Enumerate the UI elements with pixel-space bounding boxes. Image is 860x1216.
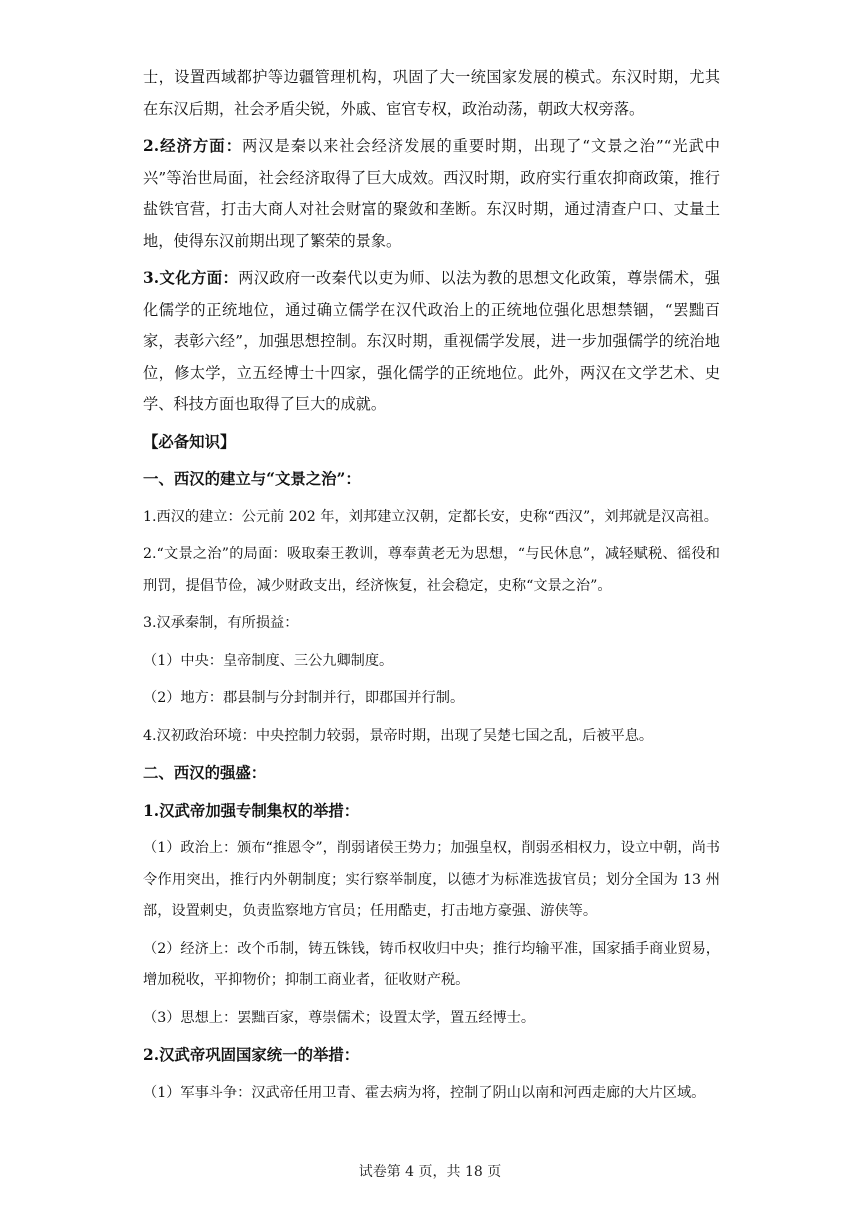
item-economic: （2）经济上：改个币制，铸五铢钱，铸币权收归中央；推行均输平准，国家插手商业贸易，增加税收，平抑物价；抑制工商业者，征收财产税。 xyxy=(143,940,720,988)
paragraph-culture xyxy=(143,263,720,421)
item-local: （2）地方：郡县制与分封制并行，即郡国并行制。 xyxy=(143,690,465,706)
item-ideological: （3）思想上：罢黜百家，尊崇儒术；设置太学，置五经博士。 xyxy=(143,1009,536,1026)
heading-wudi-unification: 2.汉武帝巩固国家统一的举措： xyxy=(143,1046,360,1064)
page-footer: 试卷第 4 页，共 18 页 xyxy=(358,1164,502,1180)
heading-western-han-founding: 一、西汉的建立与“文景之治”： xyxy=(143,470,361,488)
paragraph-political-cont: 士，设置西域都护等边疆管理机构，巩固了大一统国家发展的模式。东汉时期，尤其在东汉后期，社会矛盾尖锐，外戚、宦官专权，政治动荡，朝政大权旁落。 xyxy=(143,68,720,118)
heading-required-knowledge: 【必备知识】 xyxy=(143,432,236,451)
item-han-inherits-qin: 3.汉承秦制，有所损益： xyxy=(143,615,299,631)
heading-western-han-prosperity: 二、西汉的强盛： xyxy=(143,764,267,782)
item-early-han-politics: 4.汉初政治环境：中央控制力较弱，景帝时期，出现了吴楚七国之乱，后被平息。 xyxy=(143,727,654,744)
paragraph-culture-text: 两汉政府一改秦代以吏为师、以法为教的思想文化政策，尊崇儒术，强化儒学的正统地位，通过确立儒学在汉代政治上的正统地位强化思想禁锢，“罢黜百家，表彰六经”，加强思想控制。东汉时期，重视儒学发展，进一步加强儒学的统治地位，修太学，立五经博士十四家，强化儒学的正统地位。此外，两汉在文学艺术、史学、科技方面也取得了巨大的成就。 xyxy=(143,269,720,413)
section-label-culture: 3.文化方面： xyxy=(143,269,239,287)
item-wenjing: 2.“文景之治”的局面：吸取秦王教训，尊奉黄老无为思想，“与民休息”，减轻赋税、徭役和刑罚，提倡节俭，减少财政支出，经济恢复，社会稳定，史称“文景之治”。 xyxy=(143,546,720,594)
item-central: （1）中央：皇帝制度、三公九卿制度。 xyxy=(143,652,394,669)
heading-wudi-centralization: 1.汉武帝加强专制集权的举措： xyxy=(143,801,360,820)
item-military: （1）军事斗争：汉武帝任用卫青、霍去病为将，控制了阴山以南和河西走廊的大片区域。 xyxy=(143,1084,706,1101)
document-body xyxy=(143,62,720,1109)
item-political: （1）政治上：颁布“推恩令”，削弱诸侯王势力；加强皇权，削弱丞相权力，设立中朝，尚书令作用突出，推行内外朝制度；实行察举制度，以德才为标准选拔官员；划分全国为 13 州部，设置刺史，负责监察地方官员；任用酷吏，打击地方豪强、游侠等。 xyxy=(143,840,720,919)
paragraph-economy-text: 两汉是秦以来社会经济发展的重要时期，出现了“文景之治”“光武中兴”等治世局面，社会经济取得了巨大成效。西汉时期，政府实行重农抑商政策，推行盐铁官营，打击大商人对社会财富的聚敛和垄断。东汉时期，通过清查户口、丈量土地，使得东汉前期出现了繁荣的景象。 xyxy=(143,137,720,250)
section-label-economy: 2.经济方面： xyxy=(143,137,243,155)
item-han-founding: 1.西汉的建立：公元前 202 年，刘邦建立汉朝，定都长安，史称“西汉”，刘邦就是汉高祖。 xyxy=(143,508,718,525)
paragraph-economy xyxy=(143,131,720,257)
